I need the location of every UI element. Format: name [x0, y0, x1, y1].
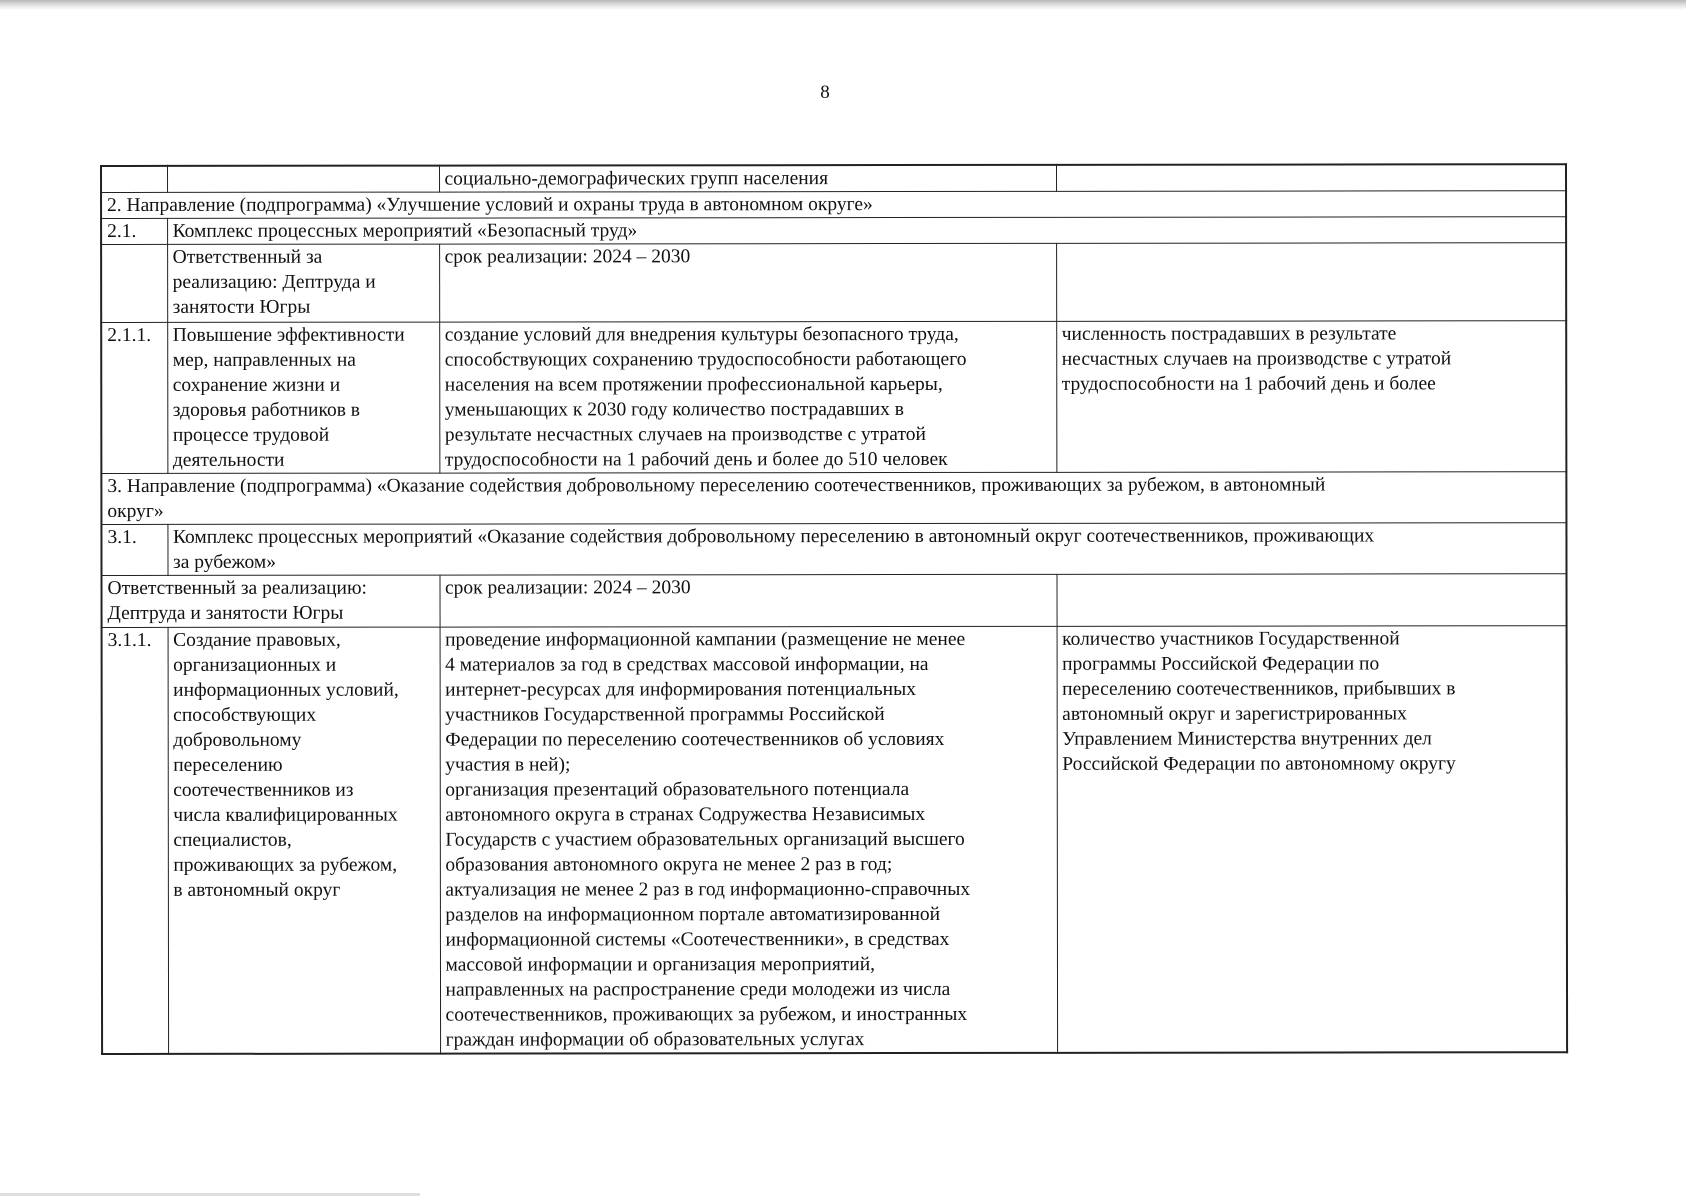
program-table	[100, 163, 1568, 1055]
activity-cell: создание условий для внедрения культуры безопасного труда, способствующих сохранению трудоспособности работающего населения на всем протяжении профессиональной карьеры, уменьшающих к 2030 году количество пострадавших в результате несчастных случаев на производстве с утратой трудоспособности на 1 рабочий день и более до 510 человек	[439, 321, 1056, 473]
cell-indicator-empty	[1057, 574, 1567, 627]
responsible-cell: Ответственный за реализацию: Дептруда и занятости Югры	[102, 575, 440, 627]
complex-row-2-1	[101, 217, 1566, 245]
responsible-row-3-1	[102, 574, 1567, 628]
complex-title: Комплекс процессных мероприятий «Оказание содействия добровольному переселению в автономный округ соотечественников, проживающих за рубежом»	[167, 523, 1566, 576]
table-row-continuation	[101, 164, 1566, 192]
direction-row-3	[101, 472, 1566, 525]
scan-edge-bottom	[0, 1193, 420, 1196]
cell-num: 3.1.	[101, 524, 167, 575]
complex-title: Комплекс процессных мероприятий «Безопасный труд»	[167, 217, 1566, 245]
direction-row-2	[101, 191, 1566, 219]
complex-row-3-1	[101, 523, 1566, 576]
cell-indicator-empty	[1056, 243, 1566, 322]
cell-num: 2.1.	[101, 218, 167, 244]
indicator-cell: численность пострадавших в результате несчастных случаев на производстве с утратой трудоспособности на 1 рабочий день и более	[1056, 321, 1566, 473]
responsible-cell: Ответственный за реализацию: Дептруда и занятости Югры	[167, 244, 439, 322]
responsible-row-2-1	[101, 243, 1566, 323]
scan-edge-top	[0, 0, 1686, 10]
direction-title: 2. Направление (подпрограмма) «Улучшение условий и охраны труда в автономном округе»	[101, 191, 1566, 219]
direction-title: 3. Направление (подпрограмма) «Оказание содействия добровольному переселению соотечественников, проживающих за рубежом, в автономный округ»	[101, 472, 1566, 525]
cell-activity: социально-демографических групп населения	[439, 165, 1056, 192]
page-number: 8	[820, 82, 830, 103]
task-cell: Создание правовых, организационных и информационных условий, способствующих добровольному переселению соотечественников из числа квалифицированных специалистов, проживающих за рубежом, в автономный округ	[168, 627, 441, 1054]
indicator-cell: количество участников Государственной программы Российской Федерации по переселению соотечественников, прибывших в автономный округ и зарегистрированных Управлением Министерства внутренних дел Российской Федерации по автономному округу	[1057, 626, 1568, 1053]
cell-num: 2.1.1.	[101, 322, 167, 473]
task-cell: Повышение эффективности мер, направленных на сохранение жизни и здоровья работников в процессе трудовой деятельности	[167, 322, 439, 473]
cell-num-empty	[101, 166, 167, 193]
cell-indicator-empty	[1056, 164, 1566, 191]
term-cell: срок реализации: 2024 – 2030	[440, 574, 1057, 627]
task-row-3-1-1	[102, 626, 1568, 1054]
term-cell: срок реализации: 2024 – 2030	[439, 243, 1056, 322]
cell-task-empty	[167, 166, 439, 193]
cell-num-empty	[101, 244, 167, 322]
activity-cell: проведение информационной кампании (размещение не менее 4 материалов за год в средствах массовой информации, на интернет-ресурсах для информирования потенциальных участников Государственной программы Российской Федерации по переселению соотечественников об условиях участия в ней); организация презентаций образовательного потенциала автономного округа в странах Содружества Независимых Государств с участием образовательных организаций высшего образования автономного округа не менее 2 раз в год; актуализация не менее 2 раз в год информационно-справочных разделов на информационном портале автоматизированной информационной системы «Соотечественники», в средствах массовой информации и организация мероприятий, направленных на распространение среди молодежи из числа соотечественников, проживающих за рубежом, и иностранных граждан информации об образовательных услугах	[440, 626, 1058, 1053]
cell-num: 3.1.1.	[102, 627, 169, 1054]
task-row-2-1-1	[101, 321, 1566, 474]
